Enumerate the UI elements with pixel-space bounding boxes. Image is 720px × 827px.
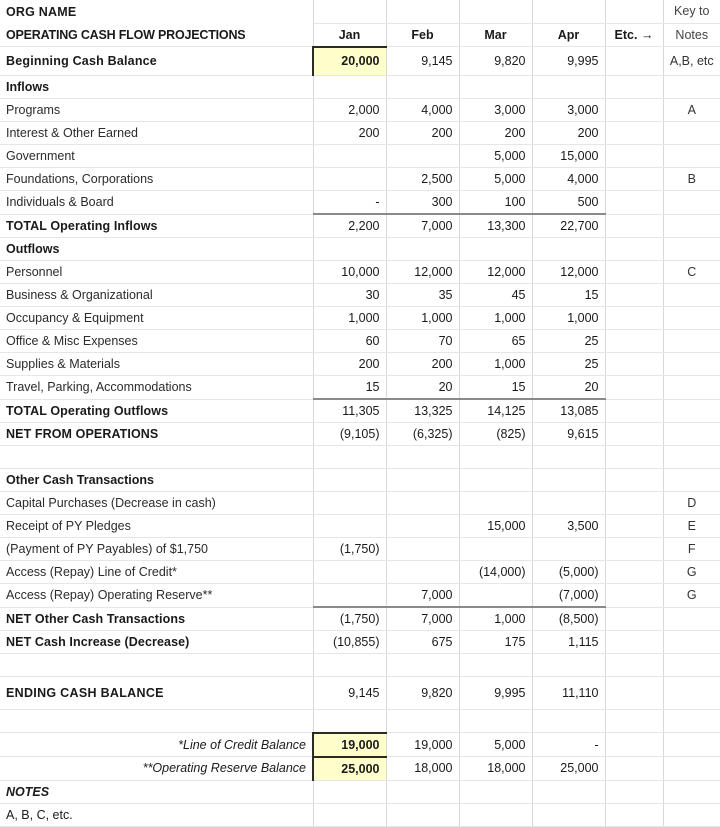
cell-capital-purchases-mar[interactable] — [459, 492, 532, 515]
cell-operating-reserve-balance-key — [663, 757, 720, 781]
column-header-jan: Jan — [313, 23, 386, 47]
table-row-supplies — [0, 353, 720, 376]
table-row-beginning-cash-balance — [0, 47, 720, 76]
row-label-payment-payables: (Payment of PY Payables) of $1,750 — [0, 538, 313, 561]
cell-line-of-credit-key: G — [663, 561, 720, 584]
cell-payment-payables-feb[interactable] — [386, 538, 459, 561]
table-row-net-other — [0, 607, 720, 631]
table-row-interest — [0, 122, 720, 145]
cell-travel-key — [663, 376, 720, 400]
table-row-outflows-header — [0, 238, 720, 261]
cell-office-feb[interactable]: 70 — [386, 330, 459, 353]
table-row-total-inflows — [0, 214, 720, 238]
cell-operating-reserve-balance-etc[interactable] — [605, 757, 663, 781]
table-row-payment-payables — [0, 538, 720, 561]
table-row-line-of-credit — [0, 561, 720, 584]
cell-line-of-credit-etc[interactable] — [605, 561, 663, 584]
cell-notes-header-apr[interactable] — [532, 780, 605, 803]
cell-ending-balance-feb[interactable]: 9,820 — [386, 677, 459, 710]
cell-occupancy-jan[interactable]: 1,000 — [313, 307, 386, 330]
cell-other-header-etc[interactable] — [605, 469, 663, 492]
cell-programs-etc[interactable] — [605, 99, 663, 122]
cell-interest-key — [663, 122, 720, 145]
cell-programs-jan[interactable]: 2,000 — [313, 99, 386, 122]
cell-spacer-1-etc[interactable] — [605, 446, 663, 469]
cell-personnel-etc[interactable] — [605, 261, 663, 284]
cell-outflows-header-etc[interactable] — [605, 238, 663, 261]
table-row-programs — [0, 99, 720, 122]
cell-travel-mar[interactable]: 15 — [459, 376, 532, 400]
cell-total-inflows-mar[interactable]: 13,300 — [459, 214, 532, 238]
cell-payment-payables-key: F — [663, 538, 720, 561]
cell-spacer-3-apr[interactable] — [532, 710, 605, 733]
cell-interest-jan[interactable]: 200 — [313, 122, 386, 145]
row-label-foundations: Foundations, Corporations — [0, 168, 313, 191]
cell-net-other-mar[interactable]: 1,000 — [459, 607, 532, 631]
cell-operating-reserve-key: G — [663, 584, 720, 608]
cell-net-increase-key — [663, 631, 720, 654]
cell-line-of-credit-feb[interactable] — [386, 561, 459, 584]
cell-operating-reserve-balance-feb[interactable]: 18,000 — [386, 757, 459, 781]
cell-capital-purchases-jan[interactable] — [313, 492, 386, 515]
cell-office-key — [663, 330, 720, 353]
section-header-outflows: Outflows — [0, 238, 313, 261]
row-label-supplies: Supplies & Materials — [0, 353, 313, 376]
cell-travel-feb[interactable]: 20 — [386, 376, 459, 400]
right-arrow-icon: → — [640, 27, 654, 42]
cell-line-of-credit-apr[interactable]: (5,000) — [532, 561, 605, 584]
cell-spacer-1-mar[interactable] — [459, 446, 532, 469]
row-label-ending-balance: ENDING CASH BALANCE — [0, 677, 313, 710]
cell-receipt-pledges-apr[interactable]: 3,500 — [532, 515, 605, 538]
cell-occupancy-mar[interactable]: 1,000 — [459, 307, 532, 330]
cell-individuals-mar[interactable]: 100 — [459, 191, 532, 215]
cell-spacer-2-jan[interactable] — [313, 654, 386, 677]
table-row-travel — [0, 376, 720, 400]
cell-payment-payables-mar[interactable] — [459, 538, 532, 561]
row-label-line-of-credit: Access (Repay) Line of Credit* — [0, 561, 313, 584]
cell-programs-feb[interactable]: 4,000 — [386, 99, 459, 122]
cell-foundations-feb[interactable]: 2,500 — [386, 168, 459, 191]
cell-receipt-pledges-etc[interactable] — [605, 515, 663, 538]
cell-beginning-cash-balance-apr[interactable]: 9,995 — [532, 47, 605, 76]
notes-body-text: A, B, C, etc. — [0, 803, 313, 826]
cell-inflows-header-key — [663, 76, 720, 99]
cell-interest-feb[interactable]: 200 — [386, 122, 459, 145]
cell-occupancy-feb[interactable]: 1,000 — [386, 307, 459, 330]
cell-net-operations-jan[interactable]: (9,105) — [313, 423, 386, 446]
cell-operating-reserve-feb[interactable]: 7,000 — [386, 584, 459, 608]
cell-net-increase-etc[interactable] — [605, 631, 663, 654]
cell-spacer-3-mar[interactable] — [459, 710, 532, 733]
sheet-title: OPERATING CASH FLOW PROJECTIONS — [0, 23, 313, 47]
cell-net-other-etc[interactable] — [605, 607, 663, 631]
cell-payment-payables-jan[interactable]: (1,750) — [313, 538, 386, 561]
cell-spacer-2-label — [0, 654, 313, 677]
cell-programs-key: A — [663, 99, 720, 122]
table-row-org-name — [0, 0, 720, 23]
cell-personnel-jan[interactable]: 10,000 — [313, 261, 386, 284]
cell-beginning-cash-balance-feb[interactable]: 9,145 — [386, 47, 459, 76]
table-row-notes-header — [0, 780, 720, 803]
table-row-spacer-1 — [0, 446, 720, 469]
table-row-ending-balance — [0, 677, 720, 710]
cell-government-feb[interactable] — [386, 145, 459, 168]
cell-inflows-header-apr[interactable] — [532, 76, 605, 99]
cell-net-increase-apr[interactable]: 1,115 — [532, 631, 605, 654]
org-row-jan — [313, 0, 386, 23]
table-row-office — [0, 330, 720, 353]
cell-net-operations-feb[interactable]: (6,325) — [386, 423, 459, 446]
cell-net-operations-key — [663, 423, 720, 446]
cell-office-etc[interactable] — [605, 330, 663, 353]
cell-notes-body-key — [663, 803, 720, 826]
row-label-government: Government — [0, 145, 313, 168]
cell-operating-reserve-jan[interactable] — [313, 584, 386, 608]
cell-individuals-apr[interactable]: 500 — [532, 191, 605, 215]
column-header-mar: Mar — [459, 23, 532, 47]
cell-foundations-key: B — [663, 168, 720, 191]
cell-office-apr[interactable]: 25 — [532, 330, 605, 353]
cell-spacer-3-etc[interactable] — [605, 710, 663, 733]
cell-supplies-apr[interactable]: 25 — [532, 353, 605, 376]
cell-notes-body-mar[interactable] — [459, 803, 532, 826]
cell-operating-reserve-mar[interactable] — [459, 584, 532, 608]
cell-notes-body-etc[interactable] — [605, 803, 663, 826]
cell-receipt-pledges-key: E — [663, 515, 720, 538]
cell-foundations-apr[interactable]: 4,000 — [532, 168, 605, 191]
cell-capital-purchases-feb[interactable] — [386, 492, 459, 515]
row-label-business: Business & Organizational — [0, 284, 313, 307]
row-label-operating-reserve-balance: **Operating Reserve Balance — [0, 757, 313, 781]
section-header-notes: NOTES — [0, 780, 313, 803]
cell-outflows-header-key — [663, 238, 720, 261]
cell-notes-header-key — [663, 780, 720, 803]
cell-line-of-credit-balance-apr[interactable]: - — [532, 733, 605, 757]
cell-net-other-jan[interactable]: (1,750) — [313, 607, 386, 631]
row-label-programs: Programs — [0, 99, 313, 122]
cell-spacer-2-key — [663, 654, 720, 677]
cell-outflows-header-mar[interactable] — [459, 238, 532, 261]
row-label-operating-reserve: Access (Repay) Operating Reserve** — [0, 584, 313, 608]
cell-ending-balance-apr[interactable]: 11,110 — [532, 677, 605, 710]
cell-spacer-1-label — [0, 446, 313, 469]
cell-total-inflows-feb[interactable]: 7,000 — [386, 214, 459, 238]
cell-individuals-feb[interactable]: 300 — [386, 191, 459, 215]
cell-other-header-key — [663, 469, 720, 492]
cell-other-header-mar[interactable] — [459, 469, 532, 492]
cell-individuals-key — [663, 191, 720, 215]
cell-net-operations-etc[interactable] — [605, 423, 663, 446]
cell-spacer-1-apr[interactable] — [532, 446, 605, 469]
row-label-net-increase: NET Cash Increase (Decrease) — [0, 631, 313, 654]
cell-spacer-1-key — [663, 446, 720, 469]
cell-operating-reserve-apr[interactable]: (7,000) — [532, 584, 605, 608]
table-row-net-increase — [0, 631, 720, 654]
cell-notes-header-jan[interactable] — [313, 780, 386, 803]
cell-interest-mar[interactable]: 200 — [459, 122, 532, 145]
cell-spacer-1-jan[interactable] — [313, 446, 386, 469]
cell-business-key — [663, 284, 720, 307]
cell-operating-reserve-balance-jan[interactable]: 25,000 — [313, 757, 386, 781]
cell-notes-body-feb[interactable] — [386, 803, 459, 826]
cell-total-inflows-key — [663, 214, 720, 238]
column-header-apr: Apr — [532, 23, 605, 47]
cell-foundations-mar[interactable]: 5,000 — [459, 168, 532, 191]
cell-spacer-3-key — [663, 710, 720, 733]
cell-spacer-3-label — [0, 710, 313, 733]
org-row-apr — [532, 0, 605, 23]
row-label-beginning-cash-balance: Beginning Cash Balance — [0, 47, 313, 76]
cell-operating-reserve-balance-apr[interactable]: 25,000 — [532, 757, 605, 781]
cell-ending-balance-mar[interactable]: 9,995 — [459, 677, 532, 710]
cell-spacer-1-feb[interactable] — [386, 446, 459, 469]
cell-programs-apr[interactable]: 3,000 — [532, 99, 605, 122]
table-row-personnel — [0, 261, 720, 284]
table-row-total-outflows — [0, 399, 720, 423]
cell-total-outflows-feb[interactable]: 13,325 — [386, 399, 459, 423]
cell-operating-reserve-etc[interactable] — [605, 584, 663, 608]
org-name: ORG NAME — [0, 0, 313, 23]
cell-net-increase-mar[interactable]: 175 — [459, 631, 532, 654]
cell-occupancy-key — [663, 307, 720, 330]
cell-travel-apr[interactable]: 20 — [532, 376, 605, 400]
table-row-spacer-2 — [0, 654, 720, 677]
table-row-government — [0, 145, 720, 168]
cell-supplies-etc[interactable] — [605, 353, 663, 376]
cell-line-of-credit-balance-key — [663, 733, 720, 757]
cell-payment-payables-etc[interactable] — [605, 538, 663, 561]
cell-receipt-pledges-mar[interactable]: 15,000 — [459, 515, 532, 538]
org-row-etc — [605, 0, 663, 23]
cell-office-mar[interactable]: 65 — [459, 330, 532, 353]
cell-supplies-key — [663, 353, 720, 376]
cell-business-apr[interactable]: 15 — [532, 284, 605, 307]
table-row-business — [0, 284, 720, 307]
org-row-mar — [459, 0, 532, 23]
cell-notes-header-mar[interactable] — [459, 780, 532, 803]
row-label-capital-purchases: Capital Purchases (Decrease in cash) — [0, 492, 313, 515]
cell-personnel-mar[interactable]: 12,000 — [459, 261, 532, 284]
cell-government-jan[interactable] — [313, 145, 386, 168]
cell-ending-balance-jan[interactable]: 9,145 — [313, 677, 386, 710]
cell-receipt-pledges-feb[interactable] — [386, 515, 459, 538]
cell-other-header-feb[interactable] — [386, 469, 459, 492]
cell-net-increase-feb[interactable]: 675 — [386, 631, 459, 654]
table-row-occupancy — [0, 307, 720, 330]
cell-total-outflows-etc[interactable] — [605, 399, 663, 423]
cell-capital-purchases-key: D — [663, 492, 720, 515]
org-row-feb — [386, 0, 459, 23]
cell-inflows-header-etc[interactable] — [605, 76, 663, 99]
table-row-other-header — [0, 469, 720, 492]
cell-supplies-feb[interactable]: 200 — [386, 353, 459, 376]
cell-total-outflows-jan[interactable]: 11,305 — [313, 399, 386, 423]
cell-government-apr[interactable]: 15,000 — [532, 145, 605, 168]
cell-government-mar[interactable]: 5,000 — [459, 145, 532, 168]
cell-receipt-pledges-jan[interactable] — [313, 515, 386, 538]
section-header-inflows: Inflows — [0, 76, 313, 99]
row-label-travel: Travel, Parking, Accommodations — [0, 376, 313, 400]
cell-line-of-credit-jan[interactable] — [313, 561, 386, 584]
cell-spacer-3-jan[interactable] — [313, 710, 386, 733]
cell-outflows-header-feb[interactable] — [386, 238, 459, 261]
row-label-personnel: Personnel — [0, 261, 313, 284]
cell-interest-apr[interactable]: 200 — [532, 122, 605, 145]
cell-occupancy-apr[interactable]: 1,000 — [532, 307, 605, 330]
cell-foundations-etc[interactable] — [605, 168, 663, 191]
cell-notes-body-apr[interactable] — [532, 803, 605, 826]
cell-individuals-jan[interactable]: - — [313, 191, 386, 215]
cell-beginning-cash-balance-key: A,B, etc — [663, 47, 720, 76]
row-label-receipt-pledges: Receipt of PY Pledges — [0, 515, 313, 538]
cell-line-of-credit-balance-feb[interactable]: 19,000 — [386, 733, 459, 757]
cell-supplies-mar[interactable]: 1,000 — [459, 353, 532, 376]
row-label-office: Office & Misc Expenses — [0, 330, 313, 353]
cell-line-of-credit-balance-jan[interactable]: 19,000 — [313, 733, 386, 757]
table-row-inflows-header — [0, 76, 720, 99]
cell-net-other-apr[interactable]: (8,500) — [532, 607, 605, 631]
cell-net-other-feb[interactable]: 7,000 — [386, 607, 459, 631]
column-header-feb: Feb — [386, 23, 459, 47]
cell-supplies-jan[interactable]: 200 — [313, 353, 386, 376]
table-row-line-of-credit-balance — [0, 733, 720, 757]
cell-notes-header-feb[interactable] — [386, 780, 459, 803]
cell-total-outflows-key — [663, 399, 720, 423]
cell-line-of-credit-balance-etc[interactable] — [605, 733, 663, 757]
cell-government-key — [663, 145, 720, 168]
table-row-column-headers — [0, 23, 720, 47]
row-label-net-other: NET Other Cash Transactions — [0, 607, 313, 631]
table-row-net-operations — [0, 423, 720, 446]
cell-total-inflows-apr[interactable]: 22,700 — [532, 214, 605, 238]
cell-foundations-jan[interactable] — [313, 168, 386, 191]
cell-inflows-header-mar[interactable] — [459, 76, 532, 99]
cell-net-operations-mar[interactable]: (825) — [459, 423, 532, 446]
row-label-net-operations: NET FROM OPERATIONS — [0, 423, 313, 446]
cell-occupancy-etc[interactable] — [605, 307, 663, 330]
cell-spacer-2-etc[interactable] — [605, 654, 663, 677]
table-row-foundations — [0, 168, 720, 191]
cell-business-mar[interactable]: 45 — [459, 284, 532, 307]
cell-inflows-header-feb[interactable] — [386, 76, 459, 99]
row-label-total-inflows: TOTAL Operating Inflows — [0, 214, 313, 238]
key-to-notes-header-line1: Key to — [663, 0, 720, 23]
cell-beginning-cash-balance-mar[interactable]: 9,820 — [459, 47, 532, 76]
cell-outflows-header-apr[interactable] — [532, 238, 605, 261]
cell-beginning-cash-balance-jan[interactable]: 20,000 — [313, 47, 386, 76]
cell-personnel-key: C — [663, 261, 720, 284]
cell-operating-reserve-balance-mar[interactable]: 18,000 — [459, 757, 532, 781]
cell-ending-balance-key — [663, 677, 720, 710]
cell-interest-etc[interactable] — [605, 122, 663, 145]
cell-business-feb[interactable]: 35 — [386, 284, 459, 307]
cell-total-outflows-mar[interactable]: 14,125 — [459, 399, 532, 423]
row-label-occupancy: Occupancy & Equipment — [0, 307, 313, 330]
section-header-other-cash-transactions: Other Cash Transactions — [0, 469, 313, 492]
cell-personnel-apr[interactable]: 12,000 — [532, 261, 605, 284]
cell-office-jan[interactable]: 60 — [313, 330, 386, 353]
table-row-individuals — [0, 191, 720, 215]
cell-travel-etc[interactable] — [605, 376, 663, 400]
cell-other-header-jan[interactable] — [313, 469, 386, 492]
key-to-notes-header-line2: Notes — [663, 23, 720, 47]
row-label-line-of-credit-balance: *Line of Credit Balance — [0, 733, 313, 757]
cell-outflows-header-jan[interactable] — [313, 238, 386, 261]
cell-net-other-key — [663, 607, 720, 631]
cell-personnel-feb[interactable]: 12,000 — [386, 261, 459, 284]
cell-net-operations-apr[interactable]: 9,615 — [532, 423, 605, 446]
cell-total-inflows-jan[interactable]: 2,200 — [313, 214, 386, 238]
cell-total-outflows-apr[interactable]: 13,085 — [532, 399, 605, 423]
column-header-etc — [605, 23, 663, 47]
cell-business-etc[interactable] — [605, 284, 663, 307]
cell-individuals-etc[interactable] — [605, 191, 663, 215]
cell-spacer-2-mar[interactable] — [459, 654, 532, 677]
cell-notes-header-etc[interactable] — [605, 780, 663, 803]
cell-capital-purchases-etc[interactable] — [605, 492, 663, 515]
cell-total-inflows-etc[interactable] — [605, 214, 663, 238]
cell-line-of-credit-balance-mar[interactable]: 5,000 — [459, 733, 532, 757]
cell-payment-payables-apr[interactable] — [532, 538, 605, 561]
table-row-notes-body — [0, 803, 720, 826]
cell-travel-jan[interactable]: 15 — [313, 376, 386, 400]
cell-spacer-2-feb[interactable] — [386, 654, 459, 677]
cell-beginning-cash-balance-etc[interactable] — [605, 47, 663, 76]
table-row-operating-reserve-balance — [0, 757, 720, 781]
table-row-receipt-pledges — [0, 515, 720, 538]
row-label-individuals: Individuals & Board — [0, 191, 313, 215]
cell-notes-body-jan[interactable] — [313, 803, 386, 826]
cell-net-increase-jan[interactable]: (10,855) — [313, 631, 386, 654]
row-label-total-outflows: TOTAL Operating Outflows — [0, 399, 313, 423]
table-row-operating-reserve — [0, 584, 720, 608]
row-label-interest: Interest & Other Earned — [0, 122, 313, 145]
cell-ending-balance-etc[interactable] — [605, 677, 663, 710]
table-row-capital-purchases — [0, 492, 720, 515]
cell-government-etc[interactable] — [605, 145, 663, 168]
cell-capital-purchases-apr[interactable] — [532, 492, 605, 515]
etc-label: Etc. — [614, 27, 638, 42]
cell-business-jan[interactable]: 30 — [313, 284, 386, 307]
cell-spacer-2-apr[interactable] — [532, 654, 605, 677]
cell-inflows-header-jan[interactable] — [313, 76, 386, 99]
cell-other-header-apr[interactable] — [532, 469, 605, 492]
table-row-spacer-3 — [0, 710, 720, 733]
cell-line-of-credit-mar[interactable]: (14,000) — [459, 561, 532, 584]
cell-spacer-3-feb[interactable] — [386, 710, 459, 733]
cell-programs-mar[interactable]: 3,000 — [459, 99, 532, 122]
